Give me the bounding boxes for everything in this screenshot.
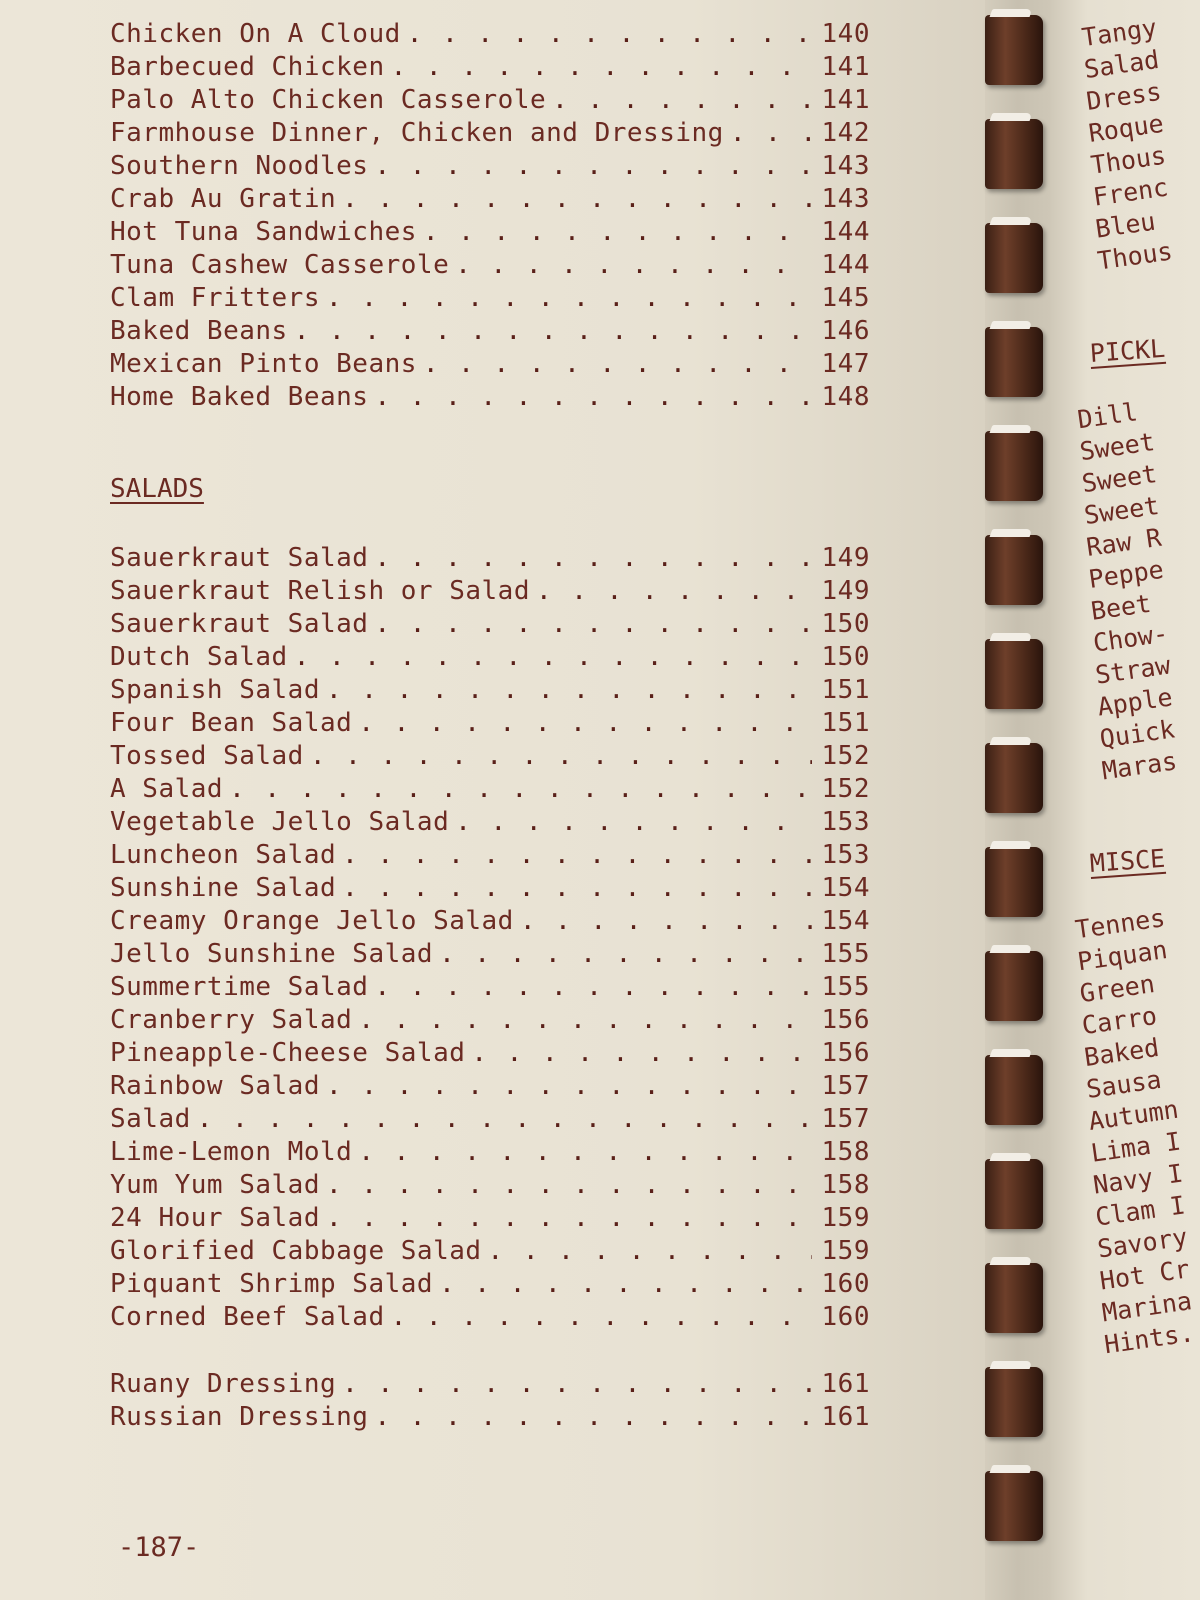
- entry-title: Pineapple-Cheese Salad: [110, 1038, 466, 1068]
- toc-entry: [110, 18, 870, 51]
- dressings-list: [110, 1368, 870, 1434]
- entry-page-number: 150: [821, 642, 870, 672]
- toc-entry: [110, 1301, 870, 1334]
- binding-ring: [985, 1055, 1043, 1125]
- toc-entry: [110, 1368, 870, 1401]
- entry-page-number: 143: [821, 184, 870, 214]
- toc-entry: [110, 381, 870, 414]
- dot-leader: [326, 282, 812, 315]
- misc-heading: MISCE: [1088, 843, 1167, 878]
- dot-leader: [407, 18, 812, 51]
- dot-leader: [294, 641, 812, 674]
- right-page-line: Thous: [1095, 236, 1175, 276]
- pickles-heading: PICKL: [1088, 333, 1167, 368]
- table-of-contents: [110, 18, 870, 1434]
- entry-page-number: 147: [821, 349, 870, 379]
- right-page-line: Frenc: [1091, 172, 1170, 212]
- right-page-line: Tennes: [1073, 903, 1167, 945]
- entry-page-number: 151: [821, 675, 870, 705]
- entry-title: Farmhouse Dinner, Chicken and Dressing: [110, 118, 724, 148]
- entry-page-number: 158: [821, 1170, 870, 1200]
- dot-leader: [374, 542, 812, 575]
- dot-leader: [374, 608, 812, 641]
- toc-entry: [110, 1004, 870, 1037]
- right-top-lines: [1081, 13, 1200, 278]
- entry-title: Summertime Salad: [110, 972, 369, 1002]
- entry-page-number: 144: [821, 250, 870, 280]
- entry-page-number: 152: [821, 741, 870, 771]
- right-page-line: Peppe: [1086, 554, 1166, 594]
- binding-ring: [985, 639, 1043, 709]
- dot-leader: [294, 315, 812, 348]
- entry-page-number: 148: [821, 382, 870, 412]
- right-page-line: Tangy: [1080, 12, 1159, 53]
- binding-ring: [985, 223, 1043, 293]
- dot-leader: [326, 1169, 812, 1202]
- binding-ring: [985, 1263, 1043, 1333]
- toc-entry: [110, 1169, 870, 1202]
- right-page-line: Lima I: [1089, 1126, 1183, 1168]
- binding-ring: [985, 951, 1043, 1021]
- entry-page-number: 161: [821, 1402, 870, 1432]
- entry-page-number: 156: [821, 1038, 870, 1068]
- entry-title: Spanish Salad: [110, 675, 320, 705]
- right-page-line: Quick: [1097, 714, 1177, 754]
- entry-title: Vegetable Jello Salad: [110, 807, 450, 837]
- entry-title: Sauerkraut Salad: [110, 609, 369, 639]
- toc-entry: [110, 674, 870, 707]
- entry-page-number: 155: [821, 972, 870, 1002]
- dot-leader: [471, 1037, 812, 1070]
- toc-entry: [110, 1070, 870, 1103]
- toc-entry: [110, 315, 870, 348]
- binding-ring: [985, 1159, 1043, 1229]
- right-misc-lines: [1074, 905, 1200, 1362]
- right-page-line: Maras: [1100, 746, 1179, 786]
- entry-page-number: 154: [821, 873, 870, 903]
- right-page-line: Carro: [1080, 1000, 1159, 1041]
- entry-title: Crab Au Gratin: [110, 184, 337, 214]
- right-page-line: Piquan: [1075, 935, 1170, 977]
- right-page-line: Clam I: [1093, 1190, 1187, 1232]
- entry-title: Piquant Shrimp Salad: [110, 1269, 434, 1299]
- right-page-line: Hot Cr: [1097, 1254, 1192, 1296]
- binding-ring: [985, 535, 1043, 605]
- toc-entry: [110, 1136, 870, 1169]
- dot-leader: [358, 707, 812, 740]
- toc-entry: [110, 707, 870, 740]
- entry-page-number: 153: [821, 807, 870, 837]
- binding-ring: [985, 119, 1043, 189]
- toc-entry: [110, 348, 870, 381]
- dot-leader: [730, 117, 812, 150]
- dot-leader: [197, 1103, 812, 1136]
- toc-entry: [110, 183, 870, 216]
- binding-ring: [985, 15, 1043, 85]
- toc-entry: [110, 282, 870, 315]
- entry-page-number: 143: [821, 151, 870, 181]
- entry-page-number: 140: [821, 19, 870, 49]
- entry-page-number: 142: [821, 118, 870, 148]
- entry-page-number: 156: [821, 1005, 870, 1035]
- entry-title: Baked Beans: [110, 316, 288, 346]
- toc-entry: [110, 872, 870, 905]
- entry-title: Rainbow Salad: [110, 1071, 320, 1101]
- dot-leader: [439, 1268, 812, 1301]
- right-page-line: Bleu: [1093, 206, 1158, 244]
- entry-title: Cranberry Salad: [110, 1005, 353, 1035]
- entry-title: Lime-Lemon Mold: [110, 1137, 353, 1167]
- right-page-line: Thous: [1089, 140, 1168, 180]
- toc-entry: [110, 806, 870, 839]
- entry-page-number: 149: [821, 576, 870, 606]
- entry-title: Corned Beef Salad: [110, 1302, 385, 1332]
- entry-title: Tossed Salad: [110, 741, 304, 771]
- binding-ring: [985, 327, 1043, 397]
- dot-leader: [358, 1136, 812, 1169]
- entry-page-number: 152: [821, 774, 870, 804]
- right-page-line: Beet: [1089, 588, 1153, 626]
- entry-title: Clam Fritters: [110, 283, 320, 313]
- toc-entry: [110, 971, 870, 1004]
- toc-entry: [110, 542, 870, 575]
- entry-title: Jello Sunshine Salad: [110, 939, 434, 969]
- entry-page-number: 146: [821, 316, 870, 346]
- right-page-line: Hints.: [1102, 1318, 1196, 1360]
- entry-page-number: 159: [821, 1203, 870, 1233]
- entry-page-number: 149: [821, 543, 870, 573]
- entry-page-number: 157: [821, 1104, 870, 1134]
- toc-entry: [110, 84, 870, 117]
- entry-title: Sunshine Salad: [110, 873, 337, 903]
- toc-entry: [110, 249, 870, 282]
- binding-ring: [985, 1471, 1043, 1541]
- toc-entry: [110, 740, 870, 773]
- binding-ring: [985, 1367, 1043, 1437]
- dot-leader: [310, 740, 812, 773]
- entry-page-number: 141: [821, 52, 870, 82]
- binding-ring: [985, 847, 1043, 917]
- binding-ring: [985, 431, 1043, 501]
- toc-entry: [110, 51, 870, 84]
- right-page-line: Green: [1077, 969, 1157, 1009]
- entry-page-number: 151: [821, 708, 870, 738]
- dot-leader: [342, 183, 812, 216]
- right-page-text: [1073, 12, 1200, 1362]
- entry-title: Tuna Cashew Casserole: [110, 250, 450, 280]
- toc-entry: [110, 905, 870, 938]
- right-page-line: Roque: [1086, 108, 1166, 148]
- entry-page-number: 160: [821, 1302, 870, 1332]
- toc-entry: [110, 1268, 870, 1301]
- right-page-line: Dress: [1084, 76, 1164, 116]
- right-page-line: Savory: [1095, 1222, 1190, 1264]
- dot-leader: [326, 1202, 812, 1235]
- dot-leader: [423, 216, 812, 249]
- right-page-line: Dill: [1075, 397, 1140, 435]
- entry-page-number: 161: [821, 1369, 870, 1399]
- dot-leader: [326, 1070, 812, 1103]
- entry-title: Barbecued Chicken: [110, 52, 385, 82]
- entry-title: Salad: [110, 1104, 191, 1134]
- toc-entry: [110, 117, 870, 150]
- entry-title: Palo Alto Chicken Casserole: [110, 85, 547, 115]
- dot-leader: [423, 348, 812, 381]
- entry-page-number: 157: [821, 1071, 870, 1101]
- entries-top-list: [110, 18, 870, 414]
- toc-entry: [110, 773, 870, 806]
- dot-leader: [342, 872, 812, 905]
- dot-leader: [358, 1004, 812, 1037]
- right-page-line: Raw R: [1084, 522, 1164, 562]
- entry-page-number: 141: [821, 85, 870, 115]
- entry-title: Mexican Pinto Beans: [110, 349, 417, 379]
- dot-leader: [552, 84, 812, 117]
- page-number: -187-: [118, 1532, 200, 1563]
- right-page-line: Chow-: [1091, 618, 1170, 658]
- entry-page-number: 158: [821, 1137, 870, 1167]
- toc-entry: [110, 839, 870, 872]
- toc-entry: [110, 1202, 870, 1235]
- right-page-line: Marina: [1100, 1286, 1194, 1328]
- entry-title: Sauerkraut Relish or Salad: [110, 576, 530, 606]
- entry-title: Yum Yum Salad: [110, 1170, 320, 1200]
- right-page-line: Salad: [1082, 44, 1161, 85]
- right-page-line: Sweet: [1080, 458, 1159, 499]
- entry-title: Luncheon Salad: [110, 840, 337, 870]
- entry-page-number: 150: [821, 609, 870, 639]
- dot-leader: [374, 1401, 812, 1434]
- toc-entry: [110, 1037, 870, 1070]
- right-page-line: Apple: [1095, 682, 1175, 722]
- right-page-line: Navy I: [1091, 1158, 1185, 1200]
- dot-leader: [342, 839, 812, 872]
- entry-page-number: 154: [821, 906, 870, 936]
- dot-leader: [520, 905, 812, 938]
- dot-leader: [374, 971, 812, 1004]
- right-page-line: Sweet: [1077, 427, 1157, 467]
- dot-leader: [374, 381, 812, 414]
- entry-page-number: 160: [821, 1269, 870, 1299]
- entry-page-number: 155: [821, 939, 870, 969]
- toc-entry: [110, 938, 870, 971]
- dot-leader: [455, 249, 812, 282]
- dot-leader: [439, 938, 812, 971]
- toc-entry: [110, 575, 870, 608]
- entry-title: Four Bean Salad: [110, 708, 353, 738]
- dot-leader: [229, 773, 812, 806]
- right-pickles-lines: [1077, 395, 1200, 788]
- toc-entry: [110, 1103, 870, 1136]
- entry-title: Sauerkraut Salad: [110, 543, 369, 573]
- right-page-line: Baked: [1082, 1032, 1161, 1073]
- right-page-line: Straw: [1093, 650, 1173, 690]
- salads-list: [110, 542, 870, 1334]
- dot-leader: [326, 674, 812, 707]
- dot-leader: [391, 51, 812, 84]
- entry-title: Ruany Dressing: [110, 1369, 337, 1399]
- entry-title: Creamy Orange Jello Salad: [110, 906, 514, 936]
- entry-title: Southern Noodles: [110, 151, 369, 181]
- entry-title: Home Baked Beans: [110, 382, 369, 412]
- toc-entry: [110, 1235, 870, 1268]
- dot-leader: [342, 1368, 812, 1401]
- right-page-line: Sweet: [1082, 490, 1161, 531]
- entry-title: Chicken On A Cloud: [110, 19, 401, 49]
- dot-leader: [488, 1235, 812, 1268]
- toc-entry: [110, 608, 870, 641]
- dot-leader: [391, 1301, 812, 1334]
- toc-entry: [110, 150, 870, 183]
- entry-title: 24 Hour Salad: [110, 1203, 320, 1233]
- dot-leader: [536, 575, 812, 608]
- entry-title: Dutch Salad: [110, 642, 288, 672]
- entry-page-number: 153: [821, 840, 870, 870]
- section-gap: [110, 1334, 870, 1368]
- right-page-line: Sausa: [1084, 1064, 1164, 1104]
- entry-page-number: 159: [821, 1236, 870, 1266]
- entry-page-number: 145: [821, 283, 870, 313]
- right-page-line: Autumn: [1086, 1094, 1181, 1136]
- toc-entry: [110, 1401, 870, 1434]
- toc-entry: [110, 641, 870, 674]
- entry-page-number: 144: [821, 217, 870, 247]
- entry-title: Russian Dressing: [110, 1402, 369, 1432]
- salads-heading: SALADS: [110, 474, 204, 504]
- toc-entry: [110, 216, 870, 249]
- binding-ring: [985, 743, 1043, 813]
- dot-leader: [455, 806, 812, 839]
- entry-title: A Salad: [110, 774, 224, 804]
- entry-title: Glorified Cabbage Salad: [110, 1236, 482, 1266]
- entry-title: Hot Tuna Sandwiches: [110, 217, 417, 247]
- dot-leader: [374, 150, 812, 183]
